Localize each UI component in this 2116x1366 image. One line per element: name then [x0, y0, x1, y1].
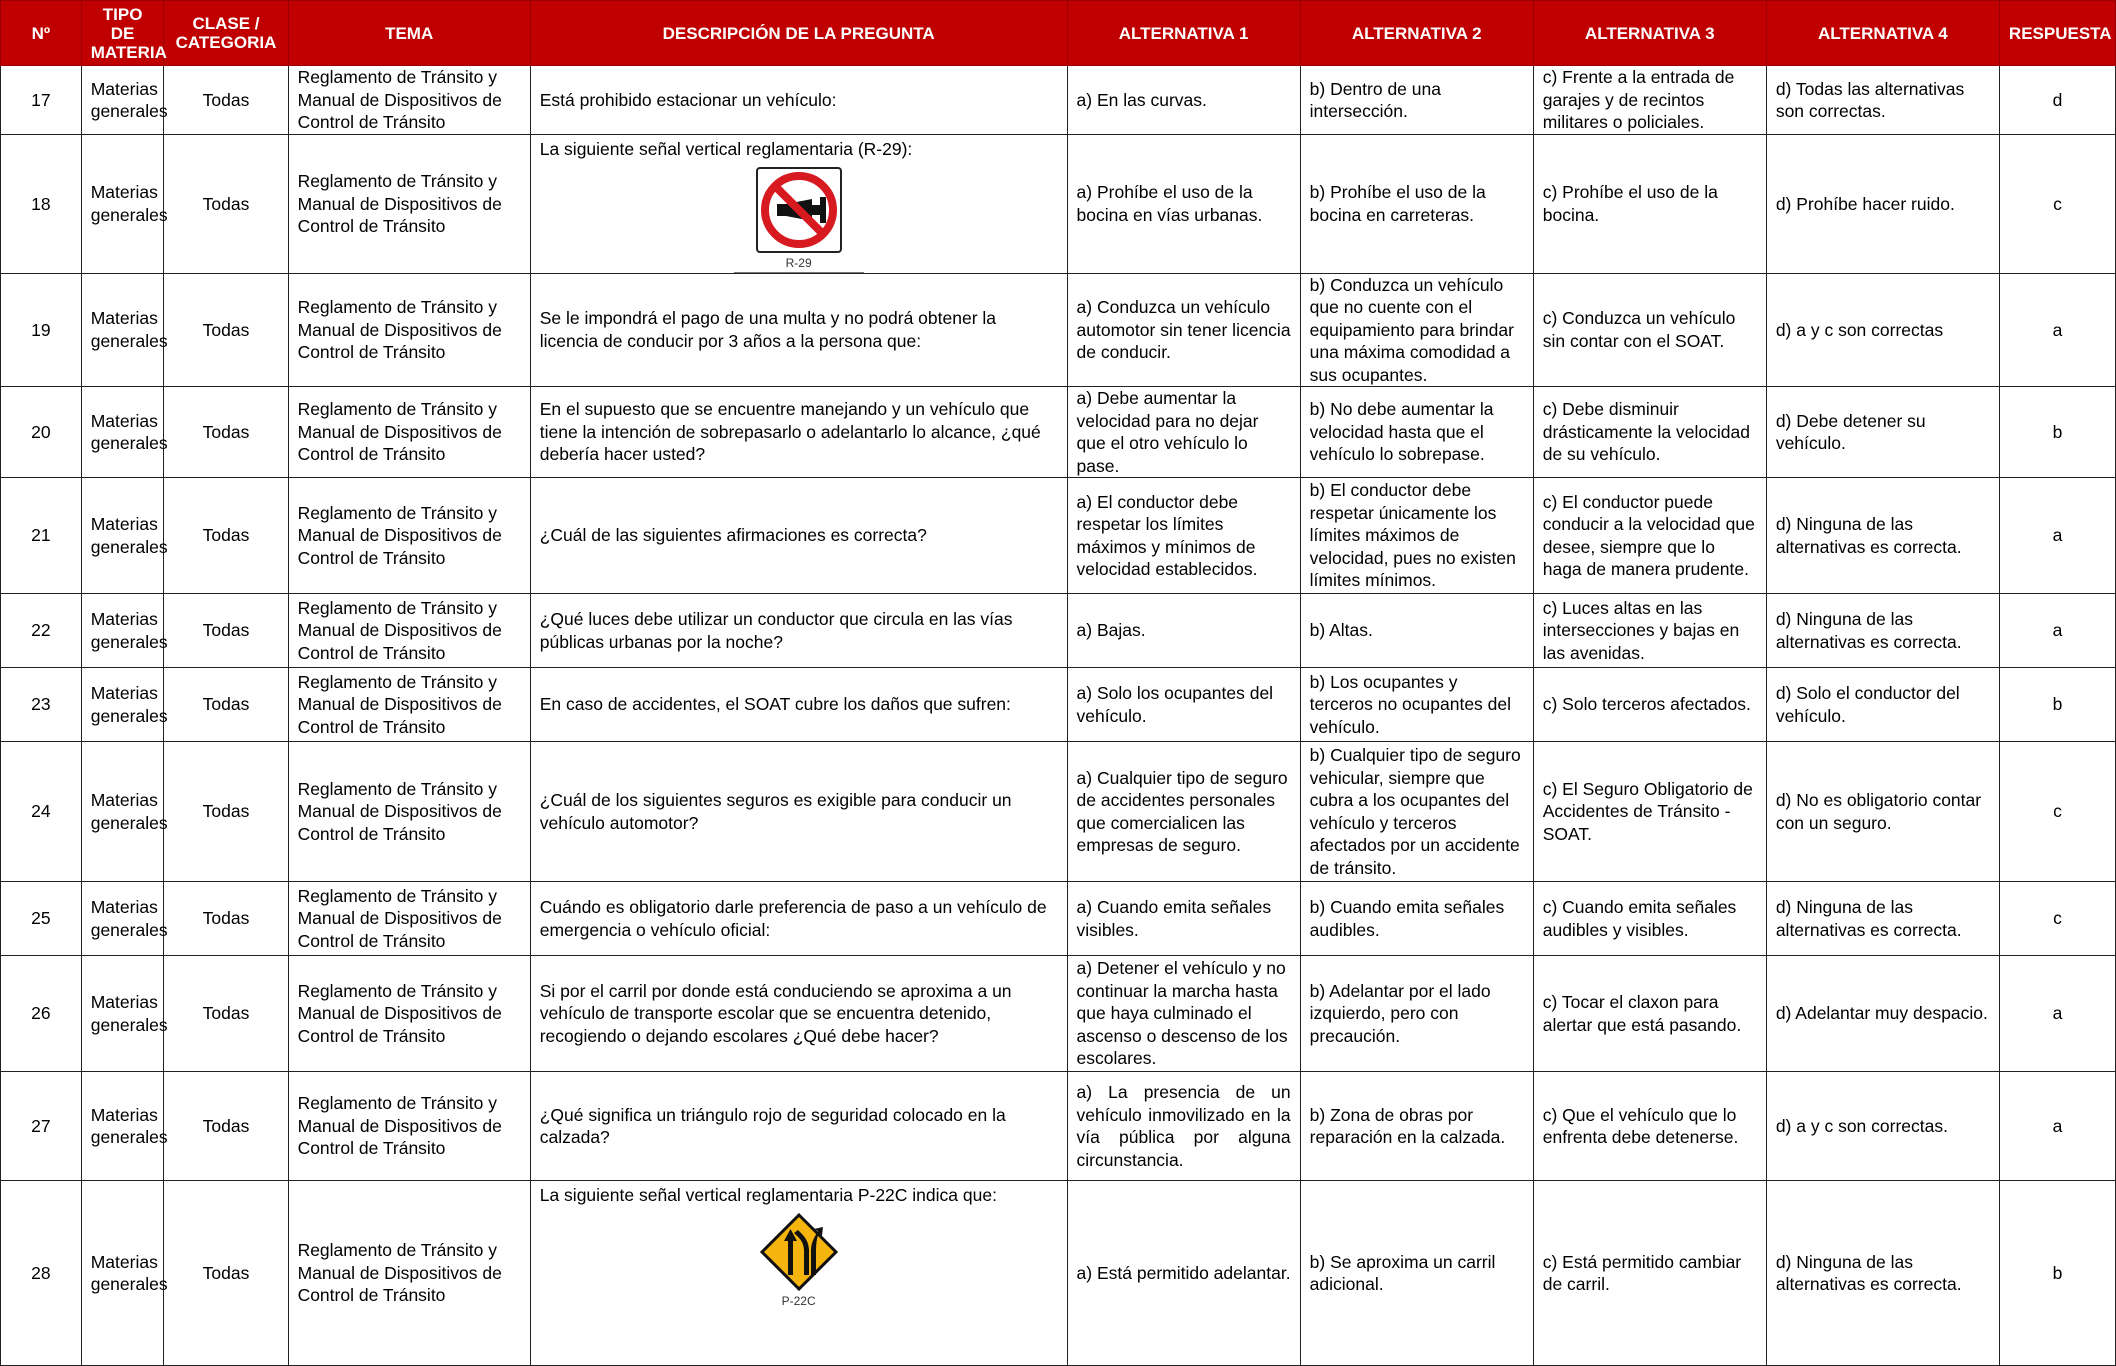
traffic-sign — [540, 1213, 1058, 1308]
tipo-materia: Materias generales — [81, 478, 164, 594]
tema: Reglamento de Tránsito y Manual de Dispositivos de Control de Tránsito — [288, 1072, 530, 1181]
alternativa-4: d) Ninguna de las alternativas es correcta. — [1766, 882, 1999, 956]
alternativa-1: a) Detener el vehículo y no continuar la marcha hasta que haya culminado el ascenso o descenso de los escolares. — [1067, 956, 1300, 1072]
tema: Reglamento de Tránsito y Manual de Dispositivos de Control de Tránsito — [288, 135, 530, 274]
alternativa-2: b) Los ocupantes y terceros no ocupantes del vehículo. — [1300, 668, 1533, 742]
table-row — [1, 1072, 2116, 1181]
question-number: 28 — [1, 1181, 82, 1366]
header-tipo: TIPO DE MATERIA — [81, 1, 164, 66]
header-descripcion: DESCRIPCIÓN DE LA PREGUNTA — [530, 1, 1067, 66]
alternativa-3: c) Tocar el claxon para alertar que está pasando. — [1533, 956, 1766, 1072]
respuesta: a — [1999, 594, 2115, 668]
question-number: 23 — [1, 668, 82, 742]
alternativa-3: c) Solo terceros afectados. — [1533, 668, 1766, 742]
tema: Reglamento de Tránsito y Manual de Dispositivos de Control de Tránsito — [288, 956, 530, 1072]
alternativa-2: b) El conductor debe respetar únicamente los límites máximos de velocidad, pues no existen límites mínimos. — [1300, 478, 1533, 594]
respuesta: d — [1999, 66, 2115, 135]
respuesta: b — [1999, 387, 2115, 478]
tipo-materia: Materias generales — [81, 594, 164, 668]
respuesta: a — [1999, 273, 2115, 387]
table-row — [1, 478, 2116, 594]
clase-categoria: Todas — [164, 1072, 288, 1181]
alternativa-2: b) Prohíbe el uso de la bocina en carreteras. — [1300, 135, 1533, 274]
alternativa-4: d) a y c son correctas. — [1766, 1072, 1999, 1181]
respuesta: a — [1999, 956, 2115, 1072]
table-row — [1, 135, 2116, 274]
alternativa-3: c) El conductor puede conducir a la velocidad que desee, siempre que lo haga de manera prudente. — [1533, 478, 1766, 594]
clase-categoria: Todas — [164, 742, 288, 882]
question-number: 21 — [1, 478, 82, 594]
question-number: 18 — [1, 135, 82, 274]
clase-categoria: Todas — [164, 956, 288, 1072]
alternativa-1: a) La presencia de un vehículo inmovilizado en la vía pública por alguna circunstancia. — [1067, 1072, 1300, 1181]
tema: Reglamento de Tránsito y Manual de Dispositivos de Control de Tránsito — [288, 1181, 530, 1366]
tipo-materia: Materias generales — [81, 66, 164, 135]
tema: Reglamento de Tránsito y Manual de Dispositivos de Control de Tránsito — [288, 273, 530, 387]
question-number: 24 — [1, 742, 82, 882]
alternativa-1: a) Bajas. — [1067, 594, 1300, 668]
alternativa-1: a) Solo los ocupantes del vehículo. — [1067, 668, 1300, 742]
alternativa-4: d) Ninguna de las alternativas es correcta. — [1766, 594, 1999, 668]
header-clase: CLASE / CATEGORIA — [164, 1, 288, 66]
tema: Reglamento de Tránsito y Manual de Dispositivos de Control de Tránsito — [288, 478, 530, 594]
clase-categoria: Todas — [164, 387, 288, 478]
alternativa-3: c) Luces altas en las intersecciones y bajas en las avenidas. — [1533, 594, 1766, 668]
question-number: 20 — [1, 387, 82, 478]
alternativa-1: a) Está permitido adelantar. — [1067, 1181, 1300, 1366]
respuesta: a — [1999, 478, 2115, 594]
respuesta: c — [1999, 882, 2115, 956]
question-description: En el supuesto que se encuentre manejando y un vehículo que tiene la intención de sobrepasarlo o adelantarlo lo alcance, ¿qué debería hacer usted? — [530, 387, 1067, 478]
question-description — [530, 135, 1067, 274]
respuesta: c — [1999, 742, 2115, 882]
tipo-materia: Materias generales — [81, 1181, 164, 1366]
clase-categoria: Todas — [164, 1181, 288, 1366]
alternativa-1: a) Prohíbe el uso de la bocina en vías urbanas. — [1067, 135, 1300, 274]
tipo-materia: Materias generales — [81, 742, 164, 882]
caption-underline — [734, 272, 864, 273]
tema: Reglamento de Tránsito y Manual de Dispositivos de Control de Tránsito — [288, 594, 530, 668]
no-horn-sign-icon — [756, 167, 842, 253]
alternativa-2: b) Cualquier tipo de seguro vehicular, siempre que cubra a los ocupantes del vehículo y terceros afectados por un accidente de tránsito. — [1300, 742, 1533, 882]
clase-categoria: Todas — [164, 882, 288, 956]
question-description: Si por el carril por donde está conduciendo se aproxima a un vehículo de transporte escolar que se encuentra detenido, recogiendo o dejando escolares ¿Qué debe hacer? — [530, 956, 1067, 1072]
alternativa-2: b) Se aproxima un carril adicional. — [1300, 1181, 1533, 1366]
alternativa-3: c) Está permitido cambiar de carril. — [1533, 1181, 1766, 1366]
alternativa-2: b) Dentro de una intersección. — [1300, 66, 1533, 135]
clase-categoria: Todas — [164, 66, 288, 135]
question-description: Cuándo es obligatorio darle preferencia de paso a un vehículo de emergencia o vehículo oficial: — [530, 882, 1067, 956]
tipo-materia: Materias generales — [81, 135, 164, 274]
question-description: ¿Cuál de los siguientes seguros es exigible para conducir un vehículo automotor? — [530, 742, 1067, 882]
respuesta: b — [1999, 1181, 2115, 1366]
question-number: 19 — [1, 273, 82, 387]
question-number: 17 — [1, 66, 82, 135]
question-number: 22 — [1, 594, 82, 668]
alternativa-4: d) Ninguna de las alternativas es correcta. — [1766, 478, 1999, 594]
alternativa-2: b) Zona de obras por reparación en la calzada. — [1300, 1072, 1533, 1181]
lane-merge-sign-icon — [760, 1213, 838, 1291]
table-row — [1, 273, 2116, 387]
tema: Reglamento de Tránsito y Manual de Dispositivos de Control de Tránsito — [288, 668, 530, 742]
question-description: ¿Cuál de las siguientes afirmaciones es correcta? — [530, 478, 1067, 594]
alternativa-1: a) El conductor debe respetar los límites máximos y mínimos de velocidad establecidos. — [1067, 478, 1300, 594]
traffic-sign — [540, 167, 1058, 273]
header-alternativa-4: ALTERNATIVA 4 — [1766, 1, 1999, 66]
tema: Reglamento de Tránsito y Manual de Dispositivos de Control de Tránsito — [288, 387, 530, 478]
alternativa-2: b) Cuando emita señales audibles. — [1300, 882, 1533, 956]
header-alternativa-1: ALTERNATIVA 1 — [1067, 1, 1300, 66]
table-row — [1, 742, 2116, 882]
table-row — [1, 594, 2116, 668]
tema: Reglamento de Tránsito y Manual de Dispositivos de Control de Tránsito — [288, 66, 530, 135]
header-row — [1, 1, 2116, 66]
alternativa-3: c) Conduzca un vehículo sin contar con el SOAT. — [1533, 273, 1766, 387]
alternativa-4: d) a y c son correctas — [1766, 273, 1999, 387]
header-alternativa-2: ALTERNATIVA 2 — [1300, 1, 1533, 66]
alternativa-2: b) No debe aumentar la velocidad hasta que el vehículo lo sobrepase. — [1300, 387, 1533, 478]
respuesta: a — [1999, 1072, 2115, 1181]
question-number: 25 — [1, 882, 82, 956]
alternativa-4: d) Ninguna de las alternativas es correcta. — [1766, 1181, 1999, 1366]
tipo-materia: Materias generales — [81, 387, 164, 478]
header-respuesta: RESPUESTA — [1999, 1, 2115, 66]
question-description: ¿Qué luces debe utilizar un conductor que circula en las vías públicas urbanas por la noche? — [530, 594, 1067, 668]
alternativa-4: d) Solo el conductor del vehículo. — [1766, 668, 1999, 742]
sign-caption: P-22C — [781, 1293, 816, 1308]
alternativa-1: a) Cualquier tipo de seguro de accidentes personales que comercialicen las empresas de seguro. — [1067, 742, 1300, 882]
question-number: 26 — [1, 956, 82, 1072]
alternativa-1: a) Debe aumentar la velocidad para no dejar que el otro vehículo lo pase. — [1067, 387, 1300, 478]
alternativa-4: d) Debe detener su vehículo. — [1766, 387, 1999, 478]
alternativa-3: c) Debe disminuir drásticamente la velocidad de su vehículo. — [1533, 387, 1766, 478]
question-number: 27 — [1, 1072, 82, 1181]
question-description: Está prohibido estacionar un vehículo: — [530, 66, 1067, 135]
header-num: Nº — [1, 1, 82, 66]
question-description — [530, 1181, 1067, 1366]
alternativa-3: c) Prohíbe el uso de la bocina. — [1533, 135, 1766, 274]
question-description: ¿Qué significa un triángulo rojo de seguridad colocado en la calzada? — [530, 1072, 1067, 1181]
alternativa-2: b) Altas. — [1300, 594, 1533, 668]
tipo-materia: Materias generales — [81, 882, 164, 956]
table-row — [1, 882, 2116, 956]
question-description: Se le impondrá el pago de una multa y no podrá obtener la licencia de conducir por 3 años a la persona que: — [530, 273, 1067, 387]
header-alternativa-3: ALTERNATIVA 3 — [1533, 1, 1766, 66]
question-text: La siguiente señal vertical reglamentaria P-22C indica que: — [539, 1185, 997, 1205]
clase-categoria: Todas — [164, 135, 288, 274]
tipo-materia: Materias generales — [81, 956, 164, 1072]
alternativa-1: a) Conduzca un vehículo automotor sin tener licencia de conducir. — [1067, 273, 1300, 387]
clase-categoria: Todas — [164, 594, 288, 668]
tema: Reglamento de Tránsito y Manual de Dispositivos de Control de Tránsito — [288, 742, 530, 882]
respuesta: b — [1999, 668, 2115, 742]
alternativa-3: c) Que el vehículo que lo enfrenta debe detenerse. — [1533, 1072, 1766, 1181]
clase-categoria: Todas — [164, 273, 288, 387]
question-description: En caso de accidentes, el SOAT cubre los daños que sufren: — [530, 668, 1067, 742]
question-text: La siguiente señal vertical reglamentaria (R-29): — [539, 139, 913, 159]
alternativa-4: d) Todas las alternativas son correctas. — [1766, 66, 1999, 135]
alternativa-4: d) No es obligatorio contar con un seguro. — [1766, 742, 1999, 882]
table-row — [1, 387, 2116, 478]
clase-categoria: Todas — [164, 478, 288, 594]
alternativa-2: b) Adelantar por el lado izquierdo, pero con precaución. — [1300, 956, 1533, 1072]
alternativa-4: d) Adelantar muy despacio. — [1766, 956, 1999, 1072]
table-row — [1, 668, 2116, 742]
clase-categoria: Todas — [164, 668, 288, 742]
tema: Reglamento de Tránsito y Manual de Dispositivos de Control de Tránsito — [288, 882, 530, 956]
sign-caption: R-29 — [785, 255, 812, 270]
alternativa-3: c) Frente a la entrada de garajes y de recintos militares o policiales. — [1533, 66, 1766, 135]
table-row — [1, 66, 2116, 135]
alternativa-4: d) Prohíbe hacer ruido. — [1766, 135, 1999, 274]
alternativa-1: a) Cuando emita señales visibles. — [1067, 882, 1300, 956]
alternativa-3: c) Cuando emita señales audibles y visibles. — [1533, 882, 1766, 956]
alternativa-1: a) En las curvas. — [1067, 66, 1300, 135]
alternativa-2: b) Conduzca un vehículo que no cuente con el equipamiento para brindar una máxima comodidad a sus ocupantes. — [1300, 273, 1533, 387]
table-row — [1, 1181, 2116, 1366]
respuesta: c — [1999, 135, 2115, 274]
tipo-materia: Materias generales — [81, 273, 164, 387]
alternativa-3: c) El Seguro Obligatorio de Accidentes de Tránsito - SOAT. — [1533, 742, 1766, 882]
header-tema: TEMA — [288, 1, 530, 66]
tipo-materia: Materias generales — [81, 1072, 164, 1181]
table-row — [1, 956, 2116, 1072]
tipo-materia: Materias generales — [81, 668, 164, 742]
